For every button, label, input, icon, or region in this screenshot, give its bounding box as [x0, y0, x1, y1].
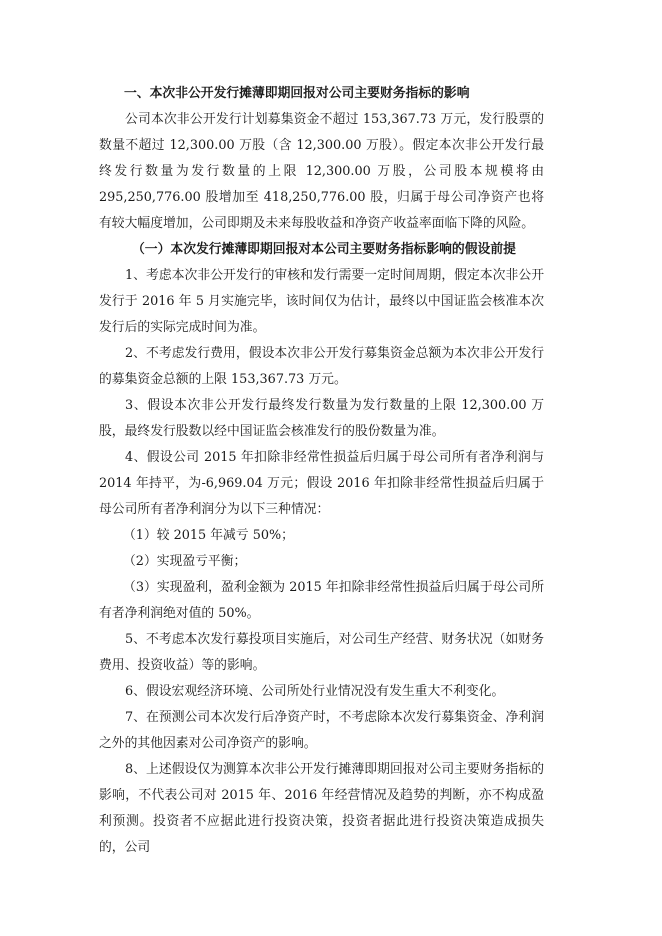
assumption-item-3: 3、假设本次非公开发行最终发行数量为发行数量的上限 12,300.00 万股，最终发行股数以经中国证监会核准发行的股份数量为准。	[99, 398, 544, 439]
assumption-item-7: 7、在预测公司本次发行后净资产时，不考虑除本次发行募集资金、净利润之外的其他因素对公司净资产的影响。	[99, 710, 544, 751]
section-heading: 一、本次非公开发行摊薄即期回报对公司主要财务指标的影响	[124, 86, 470, 101]
assumption-item-5: 5、不考虑本次发行募投项目实施后，对公司生产经营、财务状况（如财务费用、投资收益）等的影响。	[99, 632, 544, 673]
assumption-item-2: 2、不考虑发行费用，假设本次非公开发行募集资金总额为本次非公开发行的募集资金总额的上限 153,367.73 万元。	[99, 346, 544, 387]
assumption-item-4: 4、假设公司 2015 年扣除非经常性损益后归属于母公司所有者净利润与 2014 年持平，为-6,969.04 万元；假设 2016 年扣除非经常性损益后归属于母公司所有者净利润分为以下三种情况：	[99, 450, 544, 517]
assumption-item-6: 6、假设宏观经济环境、公司所处行业情况没有发生重大不利变化。	[125, 684, 505, 699]
scenario-case-3: （3）实现盈利，盈利金额为 2015 年扣除非经常性损益后归属于母公司所有者净利润绝对值的 50%。	[99, 580, 544, 621]
assumption-item-8: 8、上述假设仅为测算本次非公开发行摊薄即期回报对公司主要财务指标的影响，不代表公司对 2015 年、2016 年经营情况及趋势的判断，亦不构成盈利预测。投资者不应据此进行投资决策，投资者据此进行投资决策造成损失的，公司	[99, 762, 544, 855]
assumption-item-1: 1、考虑本次非公开发行的审核和发行需要一定时间周期，假定本次非公开发行于 2016 年 5 月实施完毕，该时间仅为估计，最终以中国证监会核准本次发行后的实际完成时间为准。	[99, 268, 544, 335]
subsection-heading: （一）本次发行摊薄即期回报对本公司主要财务指标影响的假设前提	[132, 242, 516, 257]
section-intro-paragraph: 公司本次非公开发行计划募集资金不超过 153,367.73 万元，发行股票的数量不超过 12,300.00 万股（含 12,300.00 万股）。假定本次非公开发行最终发行数量为发行数量的上限 12,300.00 万股，公司股本规模将由 295,250,776.00 股增加至 418,250,776.00 股，归属于母公司净资产也将有较大幅度增加，公司即期及未来每股收益和净资产收益率面临下降的风险。	[99, 112, 544, 231]
scenario-case-1: （1）较 2015 年减亏 50%；	[123, 528, 294, 543]
scenario-case-2: （2）实现盈亏平衡；	[123, 554, 247, 569]
